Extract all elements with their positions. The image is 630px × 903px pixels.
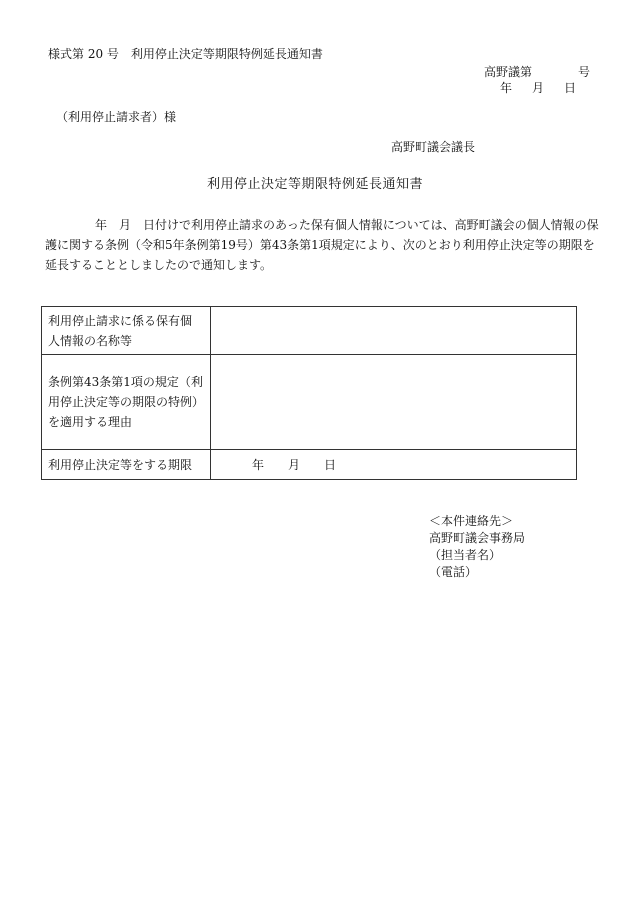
label-line: を適用する理由 bbox=[48, 415, 133, 429]
form-number: 様式第 20 号 利用停止決定等期限特例延長通知書 bbox=[48, 47, 323, 61]
contact-block bbox=[429, 513, 525, 581]
document-number bbox=[484, 65, 590, 79]
contact-office: 高野町議会事務局 bbox=[429, 531, 526, 545]
extension-reason-label bbox=[42, 355, 211, 450]
document-number-suffix: 号 bbox=[578, 65, 591, 79]
personal-info-name-label bbox=[42, 307, 211, 355]
label-line: 用停止決定等の期限の特例） bbox=[48, 395, 205, 409]
document-number-prefix: 高野議第 bbox=[484, 65, 533, 79]
deadline-value: 年 月 日 bbox=[211, 450, 577, 480]
deadline-label: 利用停止決定等をする期限 bbox=[42, 450, 211, 480]
document-title: 利用停止決定等期限特例延長通知書 bbox=[206, 177, 423, 192]
notice-body-line-2: 護に関する条例（令和5年条例第19号）第43条第1項規定により、次のとおり利用停止決定等の期限を bbox=[45, 238, 595, 252]
contact-phone: （電話） bbox=[429, 565, 478, 579]
issue-date-year: 年 bbox=[500, 81, 513, 95]
notice-body-line-1: 年 月 日付けで利用停止請求のあった保有個人情報については、高野町議会の個人情報の保 bbox=[95, 218, 599, 232]
table-row bbox=[42, 355, 577, 450]
label-line: 利用停止請求に係る保有個 bbox=[48, 313, 193, 328]
table-row bbox=[42, 450, 577, 480]
notice-body bbox=[45, 215, 599, 275]
table-row bbox=[42, 307, 577, 355]
contact-person: （担当者名） bbox=[429, 548, 502, 562]
issue-date-day: 日 bbox=[564, 81, 577, 95]
label-line: 条例第43条第1項の規定（利 bbox=[48, 375, 203, 389]
issue-date-month: 月 bbox=[532, 81, 545, 95]
recipient: （利用停止請求者）様 bbox=[56, 110, 177, 124]
sender: 高野町議会議長 bbox=[391, 140, 476, 154]
extension-reason-value bbox=[211, 355, 577, 450]
personal-info-name-value bbox=[211, 307, 577, 355]
notice-body-line-3: 延長することとしましたので通知します。 bbox=[45, 258, 273, 272]
issue-date bbox=[500, 81, 576, 95]
label-line: 人情報の名称等 bbox=[48, 333, 133, 348]
contact-heading: ＜本件連絡先＞ bbox=[429, 514, 514, 528]
extension-details-table bbox=[41, 306, 577, 480]
